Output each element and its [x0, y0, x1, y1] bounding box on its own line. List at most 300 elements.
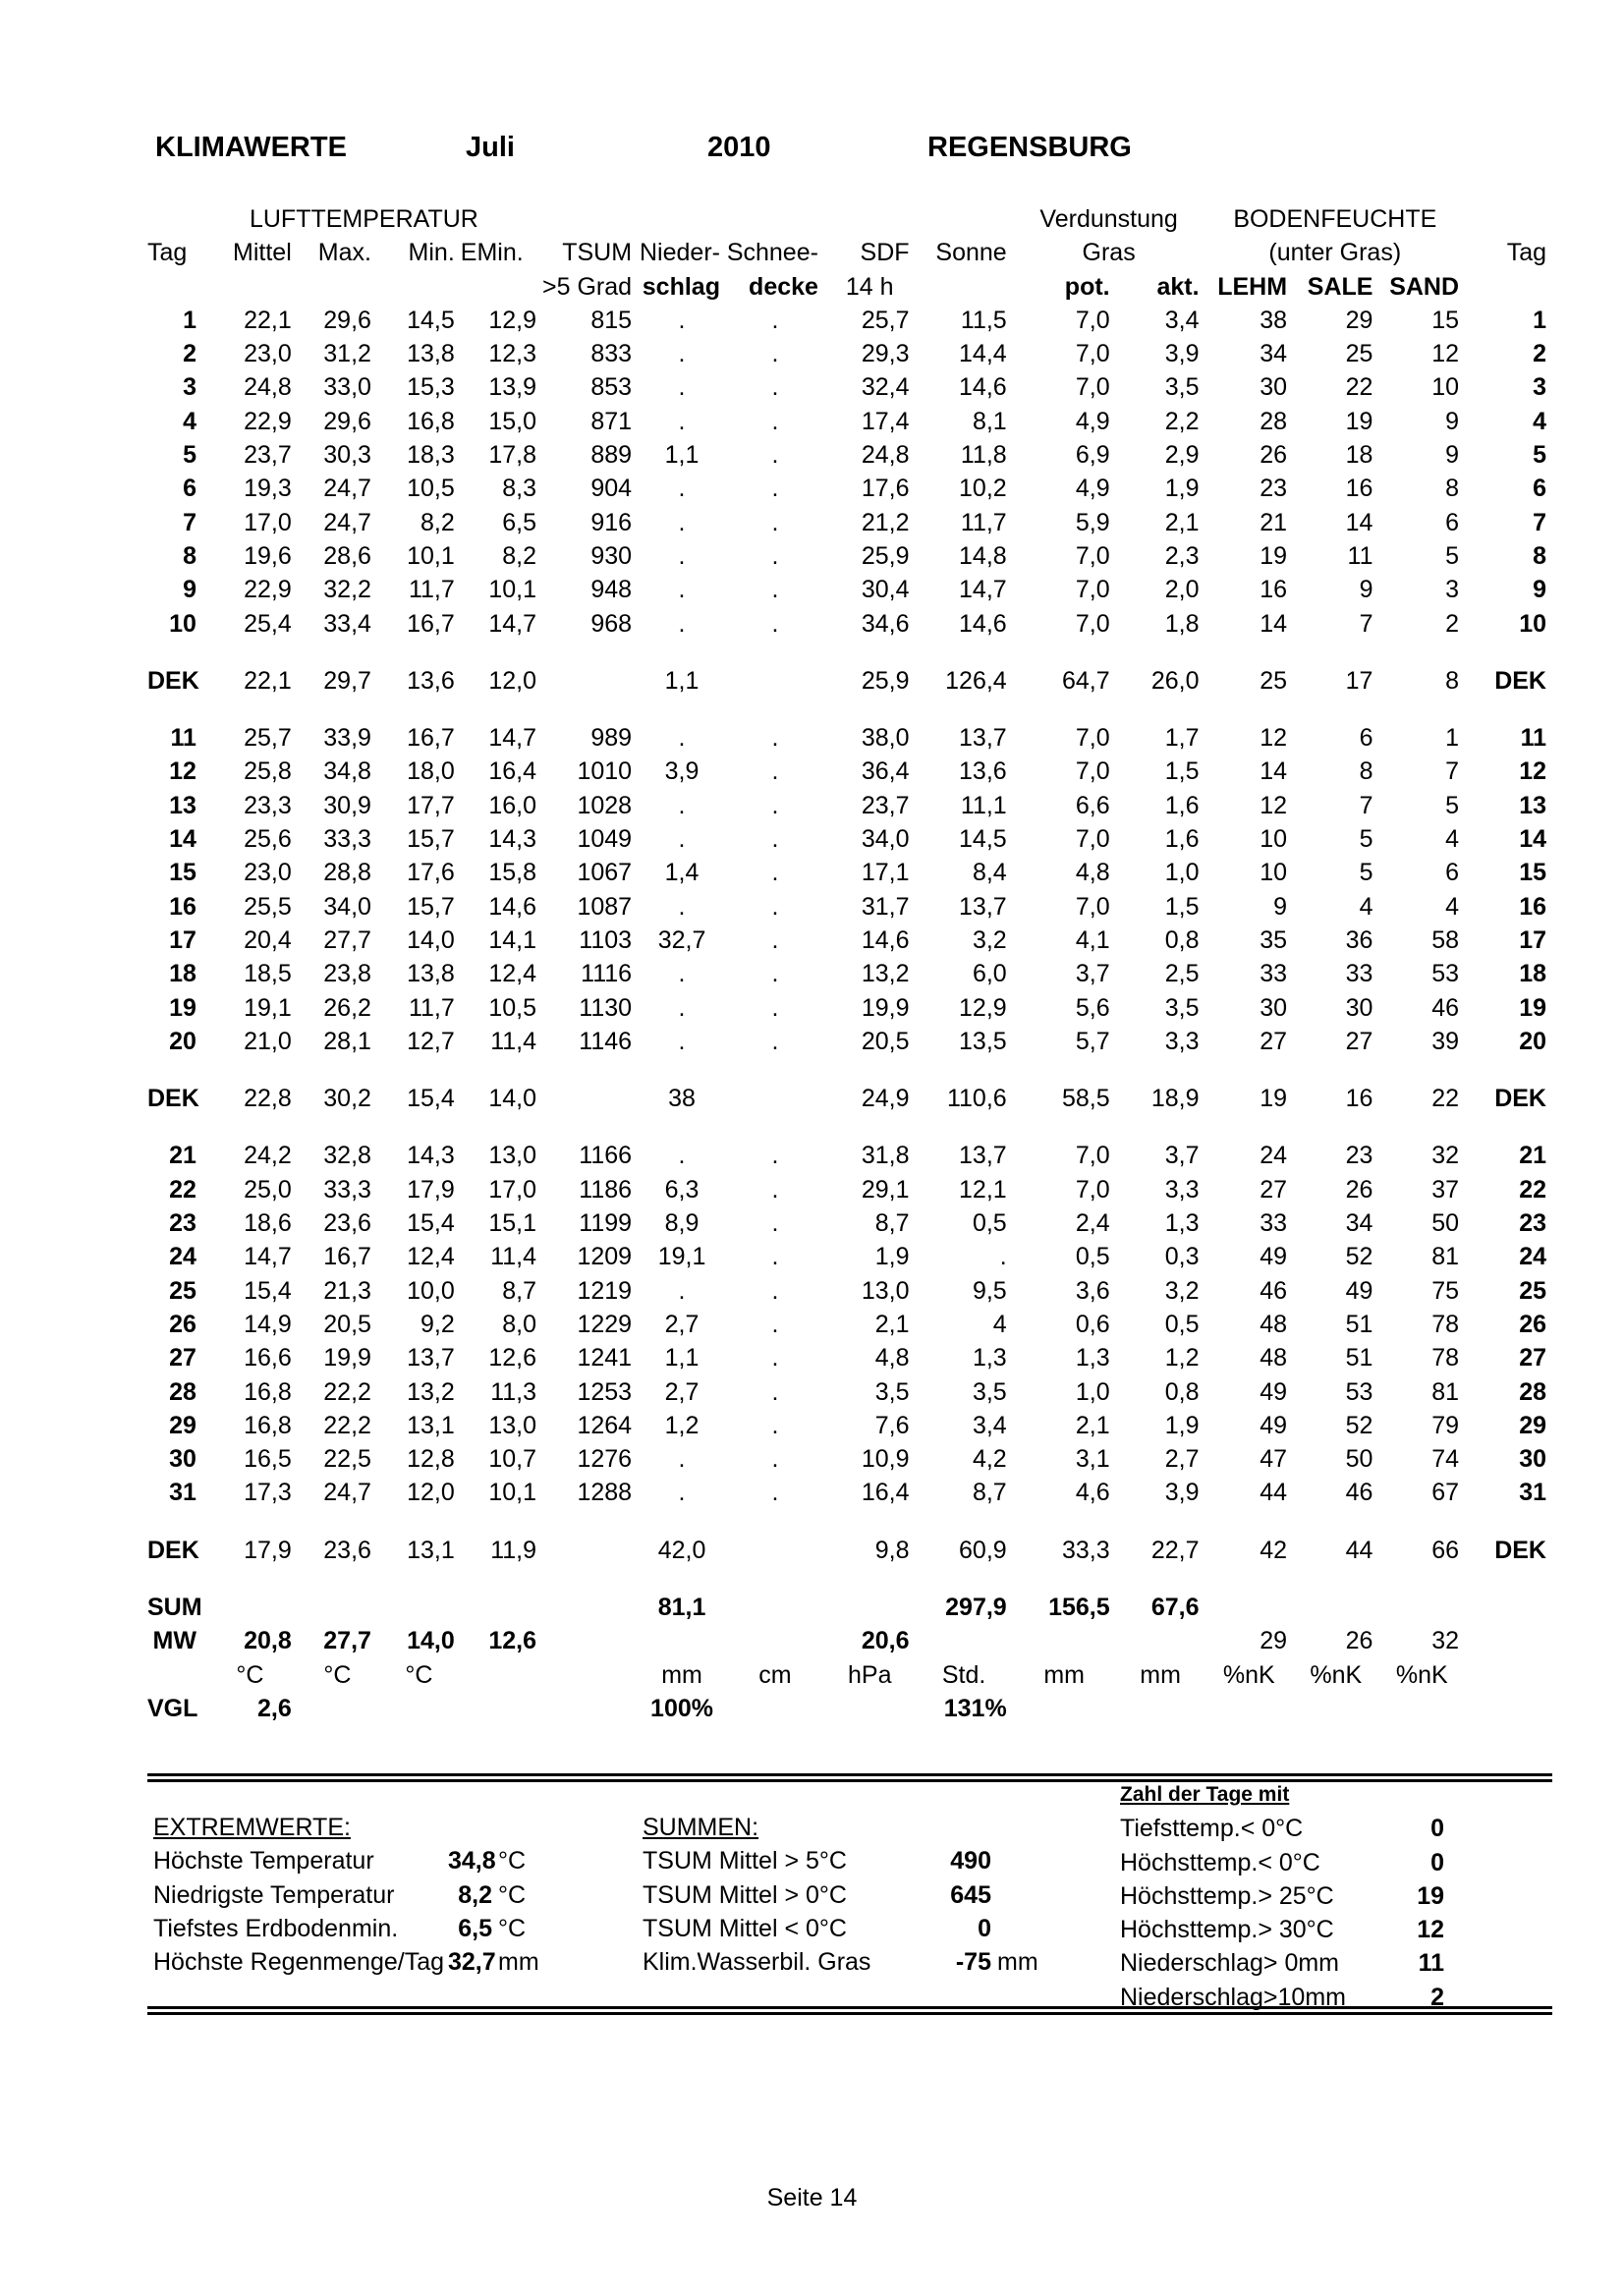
hdr-sdf: SDF [860, 239, 910, 267]
title-klimawerte: KLIMAWERTE [155, 132, 347, 163]
cell: 13,5 [959, 1027, 1007, 1055]
cell: . [771, 1142, 779, 1170]
row-spacer [147, 1510, 1552, 1534]
cell: 19,6 [244, 541, 292, 570]
cell: 9 [1445, 407, 1460, 435]
cell: 3 [183, 373, 196, 402]
cell: hPa [847, 1660, 892, 1689]
cell: 25 [169, 1276, 196, 1305]
extremwerte-unit: mm [498, 1948, 539, 1977]
cell: 1,5 [1164, 757, 1200, 786]
cell: 12 [1260, 791, 1288, 819]
cell: 10,5 [488, 993, 537, 1022]
title-month: Juli [466, 132, 515, 163]
cell: 7,6 [874, 1411, 910, 1439]
cell: 14,6 [488, 892, 537, 921]
cell: 3,1 [1075, 1445, 1110, 1474]
cell: 11,9 [490, 1536, 537, 1564]
cell: 16 [1345, 1085, 1373, 1113]
cell: 0,8 [1164, 1377, 1200, 1406]
cell: 156,5 [1048, 1593, 1110, 1621]
cell: 916 [590, 508, 633, 536]
table-row [147, 1341, 1552, 1374]
cell: 16 [1260, 576, 1288, 604]
cell: 12,1 [959, 1175, 1007, 1204]
cell: 24,7 [323, 1479, 371, 1507]
dek-row [147, 664, 1552, 698]
cell: 14,5 [959, 825, 1007, 854]
cell: . [678, 576, 686, 604]
cell [726, 1082, 824, 1115]
cell: 33,0 [323, 373, 371, 402]
cell: 51 [1345, 1344, 1373, 1372]
cell: 12,4 [488, 960, 537, 988]
cell: 19 [169, 993, 196, 1022]
cell: 7,0 [1075, 576, 1110, 604]
cell: 7,0 [1075, 1142, 1110, 1170]
spacer-cell [147, 1510, 1552, 1534]
group-bodenfeuchte: BODENFEUCHTE [1233, 205, 1437, 233]
cell: . [678, 407, 686, 435]
cell: 18,5 [244, 960, 292, 988]
tage-item [1120, 1879, 1464, 1913]
cell: MW [152, 1627, 196, 1655]
cell: DEK [147, 1536, 199, 1564]
cell: 1049 [577, 825, 633, 854]
cell: 10,9 [861, 1445, 910, 1474]
cell [1013, 1692, 1116, 1725]
cell: 81 [1431, 1243, 1460, 1271]
summen-value: 490 [950, 1847, 991, 1876]
cell: 44 [1345, 1536, 1373, 1564]
cell [298, 1692, 377, 1725]
cell: 8,2 [502, 541, 537, 570]
cell: 3,9 [1164, 340, 1200, 368]
cell: 30,4 [861, 576, 910, 604]
cell: 24 [1519, 1243, 1546, 1271]
cell: 27 [1260, 1027, 1288, 1055]
cell: 1,6 [1164, 791, 1200, 819]
cell: 13,2 [861, 960, 910, 988]
table-row [147, 1240, 1552, 1273]
cell: 12 [1431, 340, 1460, 368]
cell: DEK [147, 666, 199, 695]
cell: 14,6 [959, 373, 1007, 402]
cell: 22,2 [323, 1411, 371, 1439]
cell: 9,5 [972, 1276, 1007, 1305]
cell: 14,3 [407, 1142, 455, 1170]
cell: 60,9 [959, 1536, 1007, 1564]
row-spacer [147, 641, 1552, 664]
extremwerte-item [153, 1878, 615, 1912]
cell: 33,4 [323, 609, 371, 638]
cell: 3,5 [1164, 993, 1200, 1022]
cell: 16,4 [861, 1479, 910, 1507]
cell: 66 [1431, 1536, 1460, 1564]
cell: 2 [1533, 340, 1546, 368]
cell: SUM [147, 1593, 202, 1621]
cell: 3,4 [972, 1411, 1007, 1439]
cell: 22,2 [323, 1377, 371, 1406]
cell: 21 [1519, 1142, 1546, 1170]
extremwerte-heading: EXTREMWERTE: [153, 1814, 351, 1841]
cell: . [678, 1445, 686, 1474]
cell: 46 [1431, 993, 1460, 1022]
cell: 42,0 [657, 1536, 706, 1564]
table-row [147, 1206, 1552, 1240]
extremwerte-item [153, 1945, 615, 1979]
summen-list [643, 1844, 1075, 1979]
cell: 14,1 [488, 925, 537, 954]
table-row [147, 1173, 1552, 1206]
cell: 9,2 [420, 1310, 455, 1338]
cell: °C [323, 1660, 352, 1689]
cell: 20 [169, 1027, 196, 1055]
cell: 4 [992, 1310, 1007, 1338]
table-row [147, 755, 1552, 788]
cell: 1,3 [1164, 1209, 1200, 1238]
cell: 67,6 [1150, 1593, 1200, 1621]
cell: 3,5 [972, 1377, 1007, 1406]
cell: 20,5 [323, 1310, 371, 1338]
cell: 2,2 [1164, 407, 1200, 435]
tage-label: Höchsttemp.> 30°C [1120, 1916, 1334, 1944]
cell: 904 [590, 475, 633, 503]
title-year: 2010 [707, 132, 771, 163]
cell: 1288 [577, 1479, 633, 1507]
cell: 7 [1359, 609, 1373, 638]
cell: 7 [183, 508, 196, 536]
cell: 20,8 [244, 1627, 292, 1655]
cell: 22,9 [244, 576, 292, 604]
extremwerte-value: 34,8 [448, 1847, 496, 1876]
spacer-cell [147, 1115, 1552, 1139]
cell: 16 [1345, 475, 1373, 503]
summen-label: Klim.Wasserbil. Gras [643, 1948, 871, 1977]
cell: 2 [183, 340, 196, 368]
cell: 10,1 [407, 541, 455, 570]
table-row [147, 991, 1552, 1025]
cell: . [771, 475, 779, 503]
double-rule-top [147, 1773, 1552, 1776]
cell: 11,3 [490, 1377, 537, 1406]
cell: 2,7 [664, 1310, 700, 1338]
cell: 30,3 [323, 441, 371, 470]
cell: 24,7 [323, 475, 371, 503]
hdr-tag-right: Tag [1506, 239, 1546, 267]
cell: 28 [1260, 407, 1288, 435]
cell: 4,8 [874, 1344, 910, 1372]
extremwerte-item [153, 1912, 615, 1945]
cell [542, 1624, 638, 1657]
cell: 1186 [579, 1175, 633, 1204]
cell [1293, 1591, 1378, 1624]
cell: 26 [1345, 1627, 1373, 1655]
cell: 11 [1520, 724, 1546, 753]
cell: 21,2 [861, 508, 910, 536]
cell: 3,6 [1075, 1276, 1110, 1305]
cell: 8,3 [502, 475, 537, 503]
extremwerte-label: Höchste Regenmenge/Tag [153, 1948, 445, 1977]
cell: 15,0 [488, 407, 537, 435]
cell: . [678, 475, 686, 503]
cell: 81,1 [657, 1593, 706, 1621]
cell: 29,7 [323, 666, 371, 695]
cell: 1,6 [1164, 825, 1200, 854]
cell [1293, 1692, 1378, 1725]
cell: . [771, 1344, 779, 1372]
cell: 18,3 [407, 441, 455, 470]
cell: 3 [1533, 373, 1546, 402]
cell: 27 [169, 1344, 196, 1372]
cell: 33 [1260, 960, 1288, 988]
cell [542, 664, 638, 698]
cell: 15,7 [407, 892, 455, 921]
cell: VGL [147, 1694, 198, 1722]
cell: 4 [1445, 892, 1460, 921]
cell: 29 [1519, 1411, 1546, 1439]
cell: 14,5 [407, 306, 455, 334]
cell [1465, 1692, 1552, 1725]
cell: 30 [169, 1445, 196, 1474]
cell: 14,7 [488, 609, 537, 638]
cell: 36 [1345, 925, 1373, 954]
cell: 22,1 [244, 666, 292, 695]
cell: 15,1 [488, 1209, 537, 1238]
cell [824, 1591, 916, 1624]
cell [461, 1658, 542, 1692]
cell: 50 [1345, 1445, 1373, 1474]
cell: DEK [1494, 1536, 1546, 1564]
cell: 13,0 [861, 1276, 910, 1305]
cell: 17 [1345, 666, 1373, 695]
cell: 2,6 [257, 1694, 292, 1722]
cell: 30,2 [323, 1085, 371, 1113]
cell [542, 1082, 638, 1115]
cell: 1116 [581, 960, 633, 988]
cell: . [678, 1479, 686, 1507]
cell: . [771, 1411, 779, 1439]
cell: 968 [590, 609, 633, 638]
cell [726, 1692, 824, 1725]
cell: 10,5 [407, 475, 455, 503]
summen-value: 645 [950, 1880, 991, 1909]
cell: . [771, 1175, 779, 1204]
cell: 26 [1260, 441, 1288, 470]
climate-table [147, 202, 1552, 1725]
cell: . [678, 1027, 686, 1055]
cell: 25,5 [244, 892, 292, 921]
cell: 12,9 [488, 306, 537, 334]
cell: 3,9 [664, 757, 700, 786]
cell: 9 [1533, 576, 1546, 604]
cell: %nK [1395, 1660, 1448, 1689]
cell: 10 [1260, 825, 1288, 854]
extremwerte-value: 32,7 [448, 1948, 496, 1977]
cell: 6 [1533, 475, 1546, 503]
hdr-sonne: Sonne [935, 239, 1007, 267]
cell: mm [1043, 1660, 1085, 1689]
cell: . [678, 993, 686, 1022]
cell: 6 [1445, 859, 1460, 887]
cell: 3,7 [1075, 960, 1110, 988]
cell: . [771, 541, 779, 570]
cell: 4,2 [972, 1445, 1007, 1474]
cell: 3,5 [1164, 373, 1200, 402]
cell: 13,7 [959, 1142, 1007, 1170]
cell: 5,7 [1075, 1027, 1110, 1055]
cell: 1,4 [664, 859, 700, 887]
cell: 19,9 [323, 1344, 371, 1372]
title-station: REGENSBURG [927, 132, 1132, 163]
cell: . [771, 1310, 779, 1338]
cell: 13,8 [407, 340, 455, 368]
cell [542, 1692, 638, 1725]
cell: . [771, 724, 779, 753]
cell: . [771, 1209, 779, 1238]
cell: 42 [1260, 1536, 1288, 1564]
cell [1378, 1591, 1465, 1624]
cell: 6,6 [1075, 791, 1110, 819]
cell: . [771, 892, 779, 921]
cell: 1067 [577, 859, 633, 887]
cell: 21,3 [323, 1276, 371, 1305]
cell: 25,4 [244, 609, 292, 638]
cell: 11 [170, 724, 196, 753]
cell: . [771, 576, 779, 604]
cell: 32,8 [323, 1142, 371, 1170]
extremwerte-list [153, 1844, 615, 1979]
cell [542, 1658, 638, 1692]
cell: 24 [169, 1243, 196, 1271]
cell: 39 [1431, 1027, 1460, 1055]
cell: 36,4 [861, 757, 910, 786]
cell: 74 [1431, 1445, 1460, 1474]
cell: 20 [1519, 1027, 1546, 1055]
cell: 12 [169, 757, 196, 786]
cell: 7,0 [1075, 757, 1110, 786]
cell: 30 [1519, 1445, 1546, 1474]
cell: 7,0 [1075, 825, 1110, 854]
cell: 1199 [579, 1209, 633, 1238]
cell: 23,8 [323, 960, 371, 988]
cell: . [771, 407, 779, 435]
cell: 34 [1345, 1209, 1373, 1238]
cell: 15,4 [244, 1276, 292, 1305]
row-spacer [147, 1058, 1552, 1082]
cell: 9 [1359, 576, 1373, 604]
cell: 13,0 [488, 1142, 537, 1170]
cell: 18 [1345, 441, 1373, 470]
cell: 14,0 [488, 1085, 537, 1113]
hdr-untergras: (unter Gras) [1268, 239, 1402, 267]
cell: 47 [1260, 1445, 1288, 1474]
double-rule-bottom-2 [147, 2012, 1552, 2015]
cell: 11,1 [960, 791, 1007, 819]
hdr-min: Min. [408, 239, 455, 267]
cell: 19,9 [861, 993, 910, 1022]
sub-14h: 14 h [845, 272, 894, 301]
extremwerte-label: Niedrigste Temperatur [153, 1880, 395, 1909]
cell [1116, 1624, 1205, 1657]
cell: 33,3 [323, 825, 371, 854]
cell: 18,6 [244, 1209, 292, 1238]
cell: 14 [1260, 609, 1288, 638]
cell [542, 1534, 638, 1567]
summen-value: -75 [955, 1948, 991, 1977]
cell: 12,3 [488, 340, 537, 368]
tage-item [1120, 1946, 1464, 1980]
cell: 2,1 [874, 1310, 910, 1338]
cell: 833 [590, 340, 633, 368]
cell: 8 [183, 541, 196, 570]
cell: . [771, 340, 779, 368]
cell: 24,8 [244, 373, 292, 402]
cell: . [678, 373, 686, 402]
cell: 1,9 [1164, 475, 1200, 503]
cell: 29,3 [861, 340, 910, 368]
cell: 33,9 [323, 724, 371, 753]
table-row [147, 337, 1552, 370]
cell: 46 [1345, 1479, 1373, 1507]
cell: 12,0 [488, 666, 537, 695]
cell: 8,7 [972, 1479, 1007, 1507]
cell: 26 [1345, 1175, 1373, 1204]
cell: 20,4 [244, 925, 292, 954]
cell [1116, 1692, 1205, 1725]
cell [638, 1624, 726, 1657]
table-row [147, 924, 1552, 957]
table-row [147, 1375, 1552, 1409]
cell: 53 [1431, 960, 1460, 988]
table-row [147, 957, 1552, 990]
cell: 16,7 [407, 724, 455, 753]
cell: 26 [1519, 1310, 1546, 1338]
cell: 19 [1345, 407, 1373, 435]
cell: 13 [169, 791, 196, 819]
cell: 17,9 [407, 1175, 455, 1204]
cell: 3,5 [874, 1377, 910, 1406]
table-row [147, 1308, 1552, 1341]
cell: . [678, 1276, 686, 1305]
cell: 38 [1260, 306, 1288, 334]
cell: . [678, 825, 686, 854]
cell: 75 [1431, 1276, 1460, 1305]
cell: 10,1 [488, 1479, 537, 1507]
table-row [147, 438, 1552, 472]
cell [1465, 1624, 1552, 1657]
cell: 28 [1519, 1377, 1546, 1406]
cell: 22,9 [244, 407, 292, 435]
tage-value: 0 [1430, 1815, 1444, 1843]
cell [377, 1591, 461, 1624]
cell: 12,8 [407, 1445, 455, 1474]
cell: 1209 [577, 1243, 633, 1271]
cell: 100% [650, 1694, 713, 1722]
cell: 16,8 [407, 407, 455, 435]
cell: 1166 [579, 1142, 633, 1170]
cell: DEK [1494, 666, 1546, 695]
cell: . [771, 1445, 779, 1474]
cell: 2,4 [1075, 1209, 1110, 1238]
cell: 8,7 [874, 1209, 910, 1238]
dek-row [147, 1534, 1552, 1567]
tage-label: Höchsttemp.> 25°C [1120, 1881, 1334, 1910]
cell: 7,0 [1075, 306, 1110, 334]
cell: 25,6 [244, 825, 292, 854]
cell: 23 [1260, 475, 1288, 503]
cell: 33 [1260, 1209, 1288, 1238]
